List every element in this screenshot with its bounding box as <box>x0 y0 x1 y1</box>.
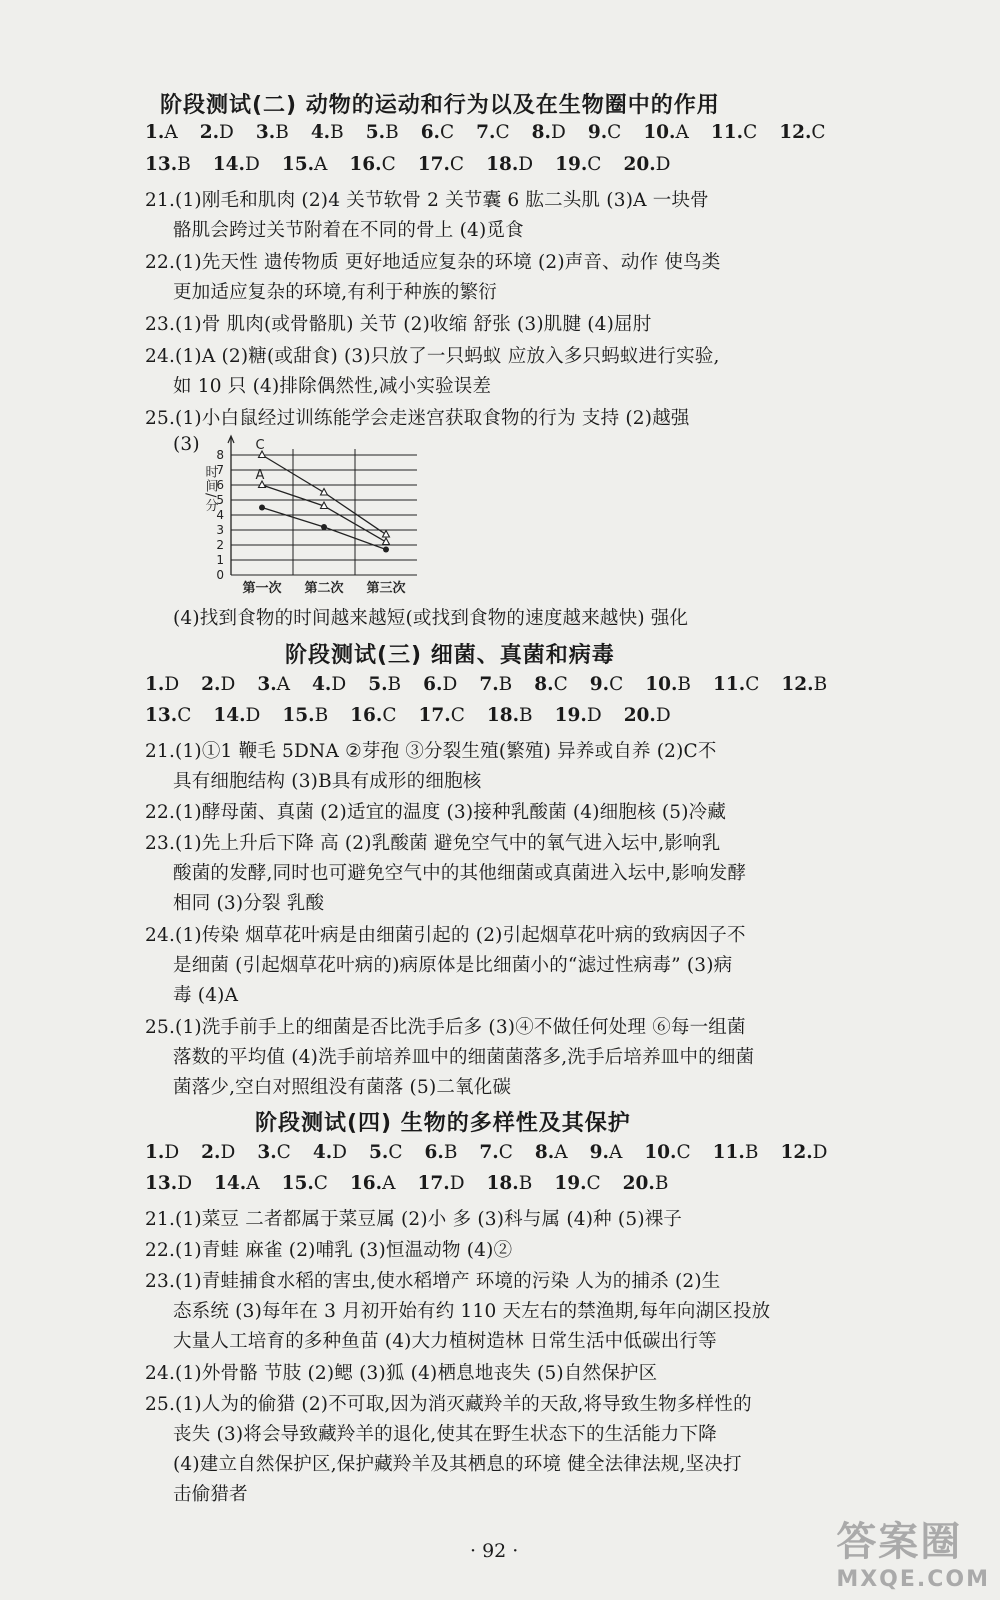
mc-answer: 3.B <box>255 122 289 143</box>
series-label: C <box>255 438 265 453</box>
answer-line: 态系统 (3)每年在 3 月初开始有约 110 天左右的禁渔期,每年向湖区投放 <box>173 1301 771 1322</box>
mc-answer: 13.B <box>145 154 191 175</box>
series-label: A <box>255 468 265 483</box>
mc-row-1 <box>145 674 849 695</box>
answer-line: 相同 (3)分裂 乳酸 <box>173 893 325 914</box>
page-number: · 92 · <box>470 1540 519 1562</box>
mc-answer: 8.D <box>531 122 566 143</box>
section-title-2: 阶段测试(二) 动物的运动和行为以及在生物圈中的作用 <box>160 93 720 118</box>
y-axis-label: 时间/分 <box>202 465 218 513</box>
mc-answer: 20.B <box>622 1173 669 1194</box>
answer-line: 酸菌的发酵,同时也可避免空气中的其他细菌或真菌进入坛中,影响发酵 <box>173 863 747 884</box>
x-category-label: 第一次 <box>242 581 282 596</box>
mc-answer: 9.C <box>587 122 622 143</box>
mc-answer: 19.D <box>554 705 602 726</box>
answer-line: 如 10 只 (4)排除偶然性,减小实验误差 <box>173 376 492 397</box>
answer-line: 25.(1)洗手前手上的细菌是否比洗手后多 (3)④不做任何处理 ⑥每一组菌 <box>145 1017 746 1038</box>
mc-answer: 5.B <box>365 122 399 143</box>
mc-answer: 7.B <box>479 674 513 695</box>
mc-answer: 4.D <box>312 1142 347 1163</box>
mc-answer: 19.C <box>555 154 602 175</box>
y-tick-label: 3 <box>216 523 224 537</box>
mc-answer: 20.D <box>623 154 671 175</box>
mc-answer: 20.D <box>623 705 671 726</box>
mc-row-2 <box>145 705 693 726</box>
answer-line: 22.(1)青蛙 麻雀 (2)哺乳 (3)恒温动物 (4)② <box>145 1240 513 1261</box>
answer-line: 毒 (4)A <box>173 985 239 1006</box>
answer-line: 25.(1)人为的偷猎 (2)不可取,因为消灭藏羚羊的天敌,将导致生物多样性的 <box>145 1394 752 1415</box>
mc-answer: 13.C <box>145 705 192 726</box>
mc-answer: 17.C <box>418 705 465 726</box>
mc-answer: 3.C <box>257 1142 291 1163</box>
answer-line: 更加适应复杂的环境,有利于种族的繁衍 <box>173 282 497 303</box>
mc-answer: 19.C <box>554 1173 601 1194</box>
answer-line: 23.(1)青蛙捕食水稻的害虫,使水稻增产 环境的污染 人为的捕杀 (2)生 <box>145 1271 721 1292</box>
answer-line: 24.(1)A (2)糖(或甜食) (3)只放了一只蚂蚁 应放入多只蚂蚁进行实验, <box>145 346 720 367</box>
y-tick-label: 5 <box>216 493 224 507</box>
mc-answer: 6.D <box>423 674 458 695</box>
mc-answer: 9.C <box>589 674 624 695</box>
mc-answer: 6.C <box>420 122 455 143</box>
mc-answer: 5.C <box>369 1142 403 1163</box>
mc-answer: 8.A <box>534 1142 568 1163</box>
mc-answer: 16.C <box>350 705 397 726</box>
mc-answer: 15.C <box>281 1173 328 1194</box>
mc-answer: 10.B <box>645 674 692 695</box>
y-tick-label: 4 <box>216 508 224 522</box>
mc-answer: 13.D <box>145 1173 193 1194</box>
answer-line: 菌落少,空白对照组没有菌落 (5)二氧化碳 <box>173 1077 512 1098</box>
mc-answer: 17.C <box>417 154 465 175</box>
chart-label: (3) <box>173 434 200 455</box>
mc-answer: 5.B <box>368 674 402 695</box>
mc-answer: 4.D <box>312 674 347 695</box>
mc-answer: 2.D <box>199 122 234 143</box>
answer-line: 21.(1)菜豆 二者都属于菜豆属 (2)小 多 (3)科与属 (4)种 (5)裸子 <box>145 1209 683 1230</box>
y-tick-label: 6 <box>216 478 224 492</box>
section-title-3: 阶段测试(三) 细菌、真菌和病毒 <box>285 643 615 668</box>
mc-answer: 15.B <box>282 705 329 726</box>
mc-answer: 12.D <box>780 1142 828 1163</box>
watermark-logo <box>836 1510 990 1592</box>
mc-answer: 12.C <box>779 122 826 143</box>
data-point <box>321 524 327 530</box>
y-tick-label: 7 <box>216 463 224 477</box>
mc-answer: 12.B <box>781 674 828 695</box>
data-point <box>383 531 390 538</box>
data-point <box>383 547 389 553</box>
answer-line: 25.(1)小白鼠经过训练能学会走迷宫获取食物的行为 支持 (2)越强 <box>145 408 690 429</box>
mc-row-2 <box>145 1173 690 1194</box>
mc-answer: 7.C <box>476 122 510 143</box>
answer-line: 22.(1)先天性 遗传物质 更好地适应复杂的环境 (2)声音、动作 使鸟类 <box>145 252 721 273</box>
answer-line: 23.(1)骨 肌肉(或骨骼肌) 关节 (2)收缩 舒张 (3)肌腱 (4)屈肘 <box>145 314 652 335</box>
x-category-label: 第三次 <box>366 581 406 596</box>
mc-answer: 11.C <box>710 122 758 143</box>
mc-answer: 16.C <box>349 154 396 175</box>
mc-answer: 14.D <box>212 154 260 175</box>
mc-answer: 10.C <box>644 1142 691 1163</box>
mc-answer: 14.D <box>213 705 261 726</box>
answer-line: (4)建立自然保护区,保护藏羚羊及其栖息的环境 健全法律法规,坚决打 <box>173 1454 742 1475</box>
mc-answer: 16.A <box>349 1173 396 1194</box>
mc-answer: 2.D <box>201 674 236 695</box>
mc-answer: 2.D <box>201 1142 236 1163</box>
mc-answer: 14.A <box>214 1173 260 1194</box>
answer-line: 21.(1)①1 鞭毛 5DNA ②芽孢 ③分裂生殖(繁殖) 异养或自养 (2)C不 <box>145 741 717 762</box>
mc-answer: 4.B <box>310 122 344 143</box>
answer-line: 落数的平均值 (4)洗手前培养皿中的细菌菌落多,洗手后培养皿中的细菌 <box>173 1047 755 1068</box>
answer-line: 24.(1)外骨骼 节肢 (2)鳃 (3)狐 (4)栖息地丧失 (5)自然保护区 <box>145 1363 658 1384</box>
y-tick-label: 8 <box>216 448 224 462</box>
answer-line: (4)找到食物的时间越来越短(或找到食物的速度越来越快) 强化 <box>173 608 689 629</box>
answer-line: 击偷猎者 <box>173 1484 248 1505</box>
mc-answer: 8.C <box>534 674 568 695</box>
mc-answer: 7.C <box>479 1142 513 1163</box>
section-title-4: 阶段测试(四) 生物的多样性及其保护 <box>255 1111 631 1136</box>
mc-answer: 10.A <box>643 122 689 143</box>
answer-line: 骼肌会跨过关节附着在不同的骨上 (4)觅食 <box>173 220 524 241</box>
mc-row-2 <box>145 154 692 175</box>
mc-answer: 11.B <box>712 1142 759 1163</box>
mc-answer: 1.A <box>145 122 178 143</box>
answer-line: 23.(1)先上升后下降 高 (2)乳酸菌 避免空气中的氧气进入坛中,影响乳 <box>145 833 721 854</box>
y-tick-label: 0 <box>216 568 224 582</box>
answer-line: 大量人工培育的多种鱼苗 (4)大力植树造林 日常生活中低碳出行等 <box>173 1331 717 1352</box>
mc-answer: 11.C <box>713 674 760 695</box>
mc-answer: 6.B <box>424 1142 458 1163</box>
y-tick-label: 2 <box>216 538 224 552</box>
answer-line: 是细菌 (引起烟草花叶病的)病原体是比细菌小的“滤过性病毒” (3)病 <box>173 955 733 976</box>
watermark-url: MXQE.COM <box>836 1567 990 1592</box>
mc-answer: 1.D <box>145 1142 180 1163</box>
line-chart <box>195 430 435 600</box>
mc-row-1 <box>145 1142 849 1163</box>
watermark-text: 答案圈 <box>836 1519 963 1565</box>
answer-line: 22.(1)酵母菌、真菌 (2)适宜的温度 (3)接种乳酸菌 (4)细胞核 (5)冷藏 <box>145 802 727 823</box>
mc-answer: 18.D <box>486 154 534 175</box>
mc-answer: 18.B <box>486 1173 533 1194</box>
answer-line: 丧失 (3)将会导致藏羚羊的退化,使其在野生状态下的生活能力下降 <box>173 1424 717 1445</box>
answer-line: 24.(1)传染 烟草花叶病是由细菌引起的 (2)引起烟草花叶病的致病因子不 <box>145 925 746 946</box>
mc-answer: 15.A <box>281 154 328 175</box>
x-category-label: 第二次 <box>304 581 344 596</box>
mc-answer: 17.D <box>417 1173 465 1194</box>
data-point <box>259 505 265 511</box>
answer-line: 具有细胞结构 (3)B具有成形的细胞核 <box>173 771 482 792</box>
answer-line: 21.(1)刚毛和肌肉 (2)4 关节软骨 2 关节囊 6 肱二头肌 (3)A 一块骨 <box>145 190 709 211</box>
mc-answer: 9.A <box>589 1142 623 1163</box>
mc-answer: 3.A <box>257 674 291 695</box>
mc-answer: 18.B <box>486 705 533 726</box>
mc-row-1 <box>145 122 848 143</box>
y-tick-label: 1 <box>216 553 224 567</box>
mc-answer: 1.D <box>145 674 180 695</box>
